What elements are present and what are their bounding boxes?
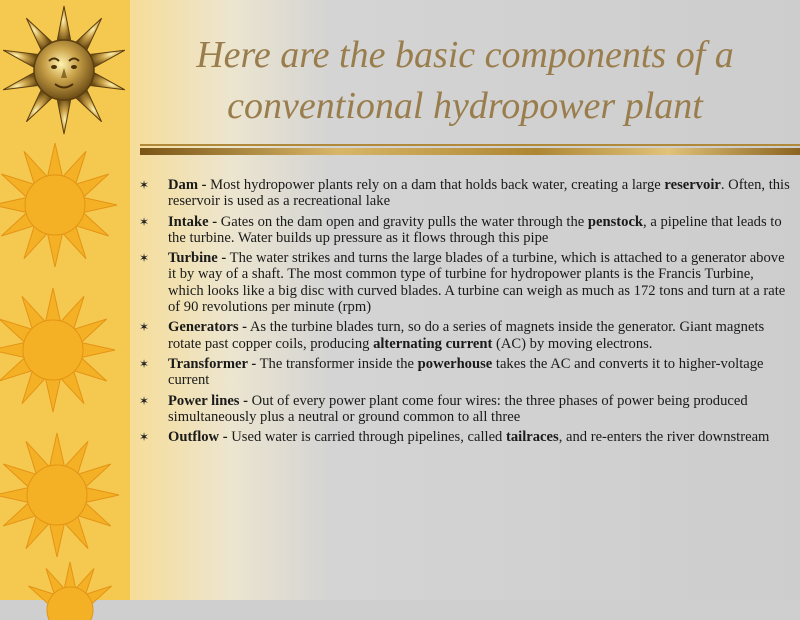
component-description: Most hydropower plants rely on a dam that holds back water, creating a large (206, 177, 665, 193)
component-list-item (138, 250, 793, 315)
component-term: Turbine - (168, 250, 227, 267)
star-bullet-icon: ✶ (139, 214, 150, 229)
star-bullet-icon: ✶ (139, 393, 150, 408)
component-list-item (138, 214, 793, 247)
title-divider (140, 144, 800, 156)
component-list-item (138, 393, 793, 426)
star-bullet-icon: ✶ (139, 320, 150, 335)
component-description: Out of every power plant come four wires: the three phases of power being produced simultaneously plus a neutral or ground common to all three (168, 392, 748, 425)
star-bullet-icon: ✶ (139, 178, 150, 192)
gold-sun-face-icon (0, 4, 130, 136)
orange-sun-icon (0, 285, 118, 415)
component-description: , and re-enters the river downstream (558, 429, 770, 446)
component-description: As the turbine blades turn, so do a series of magnets inside the generator. Giant magnets rotate past copper coils, producing (168, 319, 765, 352)
component-description: (AC) by moving electrons. (492, 335, 653, 352)
orange-sun-icon (0, 140, 120, 270)
component-description: Gates on the dam open and gravity pulls the water through the (217, 213, 588, 230)
star-bullet-icon: ✶ (139, 430, 150, 445)
component-description: . Often, this reservoir is used as a recreational lake (168, 177, 790, 210)
component-term: Intake - (168, 213, 218, 230)
component-term: Transformer - (168, 355, 257, 372)
component-list-item (138, 319, 793, 352)
component-keyword: penstock (587, 213, 644, 230)
component-term: Outflow - (168, 429, 228, 446)
component-term: Power lines - (168, 392, 248, 409)
component-keyword: reservoir (664, 177, 721, 193)
component-description: The transformer inside the (256, 355, 418, 372)
component-description: , a pipeline that leads to the turbine. Water builds up pressure as it flows through this pipe (168, 213, 782, 246)
star-bullet-icon: ✶ (139, 251, 150, 266)
component-keyword: tailraces (506, 429, 559, 446)
orange-sun-icon (0, 430, 122, 560)
component-term: Dam - (168, 177, 207, 193)
component-keyword: powerhouse (417, 355, 493, 372)
component-list-item (138, 356, 793, 389)
component-keyword: alternating current (373, 335, 493, 352)
component-description: takes the AC and converts it to higher-voltage current (168, 355, 764, 389)
sun-decoration-column (0, 0, 130, 600)
component-list (138, 177, 793, 449)
star-bullet-icon: ✶ (139, 356, 150, 371)
component-term: Generators - (168, 319, 248, 336)
slide-title: Here are the basic components of a conventional hydropower plant (196, 34, 734, 127)
component-description: The water strikes and turns the large blades of a turbine, which is attached to a generator above it by way of a shaft. The most common type of turbine for hydropower plants is the Francis Turbine, which looks like a big disc with curved blades. A turbine can weigh as much as 172 tons and turn at a rate of 90 revolutions per minute (rpm) (168, 250, 786, 316)
orange-sun-icon (20, 560, 120, 620)
component-list-item (138, 429, 793, 445)
component-list-item (138, 177, 793, 210)
component-description: Used water is carried through pipelines, called (227, 429, 506, 446)
